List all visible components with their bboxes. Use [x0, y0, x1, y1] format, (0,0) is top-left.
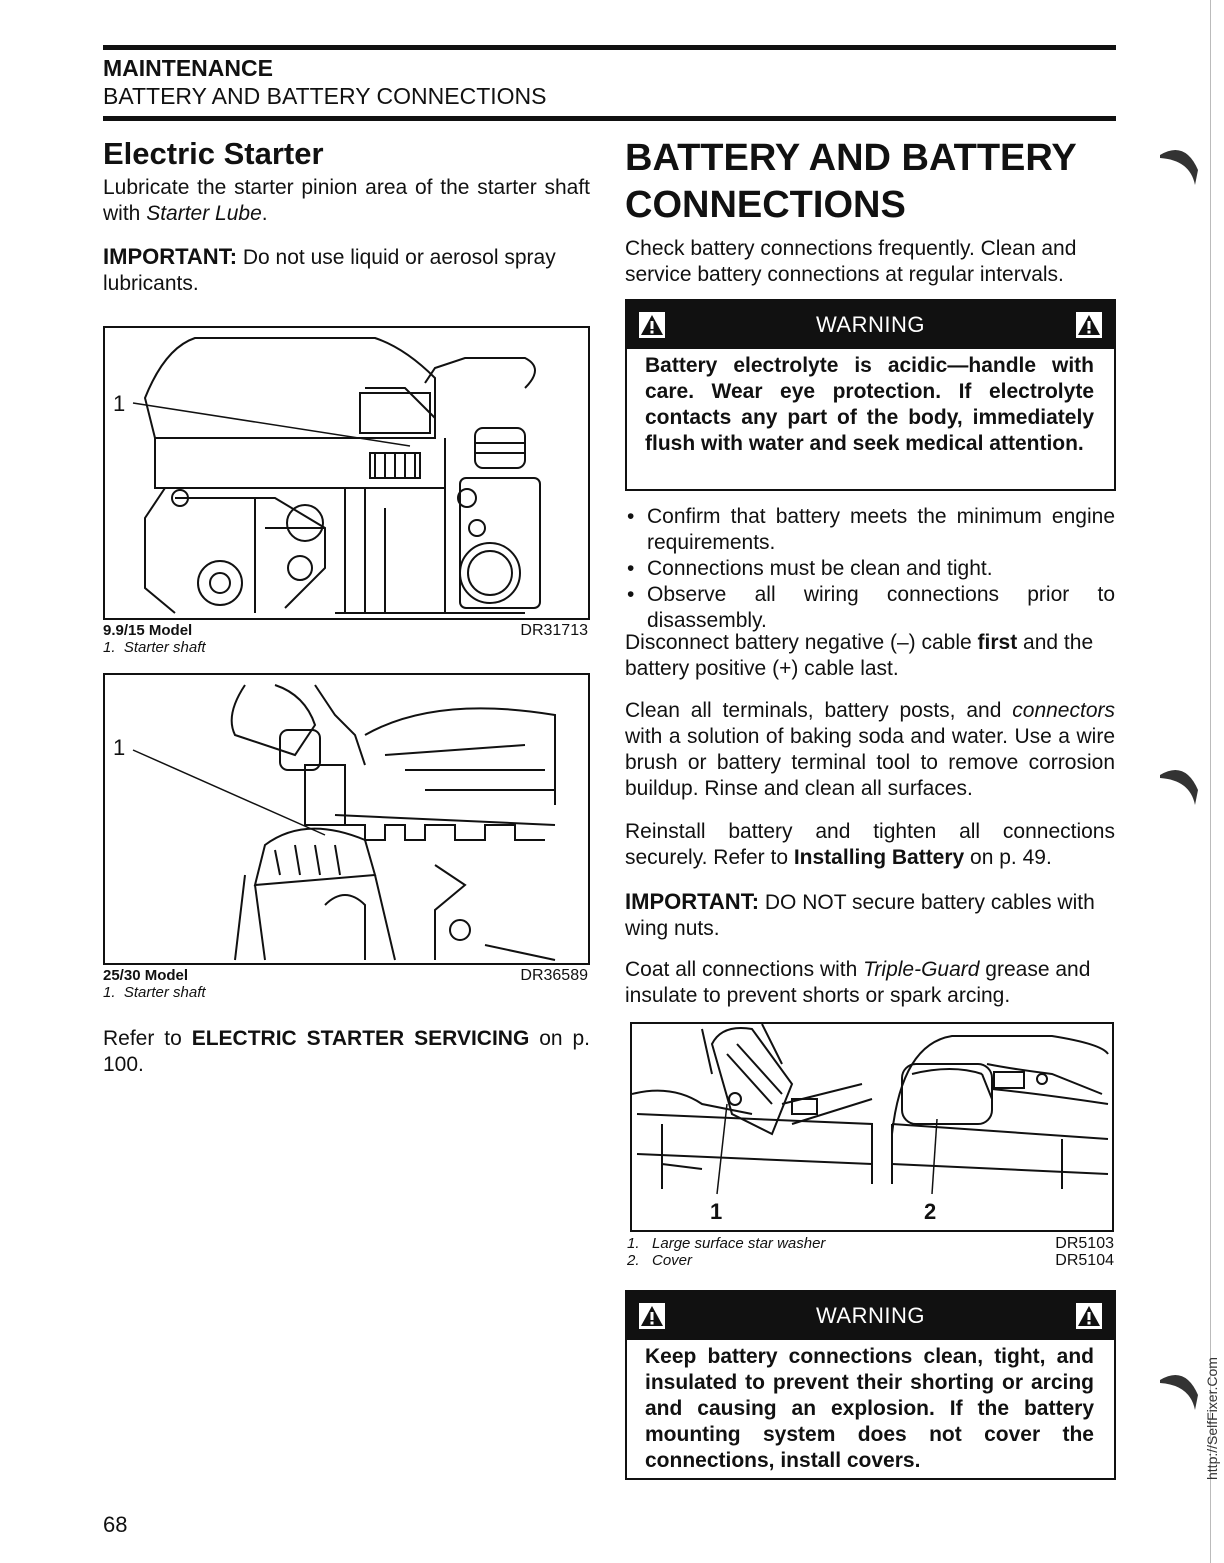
warning1-header — [627, 301, 1114, 349]
refer-servicing-text: Refer to ELECTRIC STARTER SERVICING on p. 100. — [103, 1027, 590, 1076]
warning2-header — [627, 1292, 1114, 1340]
figure3-callout-1: 1 — [710, 1199, 723, 1224]
margin-line — [1210, 0, 1211, 1563]
engine-illustration-1 — [105, 328, 588, 618]
electric-starter-intro: Lubricate the starter pinion area of the starter shaft with Starter Lube. — [103, 176, 590, 225]
binding-hole-mark — [1150, 760, 1210, 820]
reinstall-instructions: Reinstall battery and tighten all connections securely. Refer to Installing Battery on p. 49. — [625, 820, 1115, 869]
warning-triangle-icon — [1076, 1303, 1102, 1329]
electric-starter-title: Electric Starter — [103, 136, 324, 171]
warning2-text: Keep battery connections clean, tight, and insulated to prevent their shorting or arcing and causing an explosion. If the battery mounting system does not cover the connections, install covers. — [645, 1345, 1094, 1472]
clean-instructions: Clean all terminals, battery posts, and connectors with a solution of baking soda and water. Use a wire brush or battery terminal tool to remove corrosion buildup. Rinse and clean all surfaces. — [625, 699, 1115, 800]
engine-illustration-2 — [105, 675, 588, 963]
battery-terminal-illustration — [632, 1024, 1112, 1230]
header-bottom-rule — [103, 116, 1116, 121]
warning-triangle-icon — [1076, 312, 1102, 338]
warning1-text: Battery electrolyte is acidic—handle with care. Wear eye protection. If electrolyte contacts any part of the body, immediately flush with water and seek medical attention. — [645, 354, 1094, 455]
warning-box-explosion — [625, 1290, 1116, 1480]
checklist-item: • Confirm that battery meets the minimum engine requirements. — [625, 504, 1115, 556]
left-important-note: IMPORTANT: Do not use liquid or aerosol spray lubricants. — [103, 244, 556, 295]
figure2-callout: 1 — [113, 735, 126, 760]
figure1-callout: 1 — [113, 391, 126, 416]
warning2-label: WARNING — [815, 1303, 925, 1328]
disconnect-instructions: Disconnect battery negative (–) cable first and the battery positive (+) cable last. — [625, 631, 1094, 680]
header-top-rule — [103, 45, 1116, 50]
figure3-code2: DR5104 — [1055, 1252, 1114, 1269]
figure-starter-shaft-25-30 — [103, 673, 590, 965]
binding-hole-mark — [1150, 1365, 1210, 1425]
figure1-code: DR31713 — [520, 622, 588, 639]
figure2-caption: 25/30 Model DR36589 1. Starter shaft — [103, 967, 588, 1001]
figure3-caption: 1. Large surface star washer DR5103 2. Cover DR5104 — [627, 1235, 1114, 1269]
header-subsection: BATTERY AND BATTERY CONNECTIONS — [103, 83, 547, 109]
header-section: MAINTENANCE — [103, 55, 273, 81]
checklist-item: • Observe all wiring connections prior to disassembly. — [625, 582, 1115, 634]
battery-intro: Check battery connections frequently. Clean and service battery connections at regular intervals. — [625, 237, 1077, 286]
coat-instructions: Coat all connections with Triple-Guard grease and insulate to prevent shorts or spark arcing. — [625, 958, 1091, 1007]
figure3-callout-2: 2 — [924, 1199, 937, 1224]
figure-starter-shaft-9-9-15 — [103, 326, 590, 620]
figure1-caption: 9.9/15 Model DR31713 1. Starter shaft — [103, 622, 588, 656]
battery-checklist — [625, 504, 1115, 634]
warning1-label: WARNING — [815, 312, 925, 337]
page-number: 68 — [103, 1512, 128, 1537]
figure2-code: DR36589 — [520, 967, 588, 984]
warning-box-electrolyte — [625, 299, 1116, 491]
checklist-item: • Connections must be clean and tight. — [625, 556, 1115, 582]
binding-hole-mark — [1150, 140, 1210, 200]
figure-battery-terminals — [630, 1022, 1114, 1232]
battery-section-title: BATTERY AND BATTERY CONNECTIONS — [625, 137, 1077, 226]
watermark: http://SelfFixer.Com — [1204, 1357, 1220, 1480]
right-important-note: IMPORTANT: DO NOT secure battery cables with wing nuts. — [625, 889, 1095, 940]
figure3-code1: DR5103 — [1055, 1235, 1114, 1252]
